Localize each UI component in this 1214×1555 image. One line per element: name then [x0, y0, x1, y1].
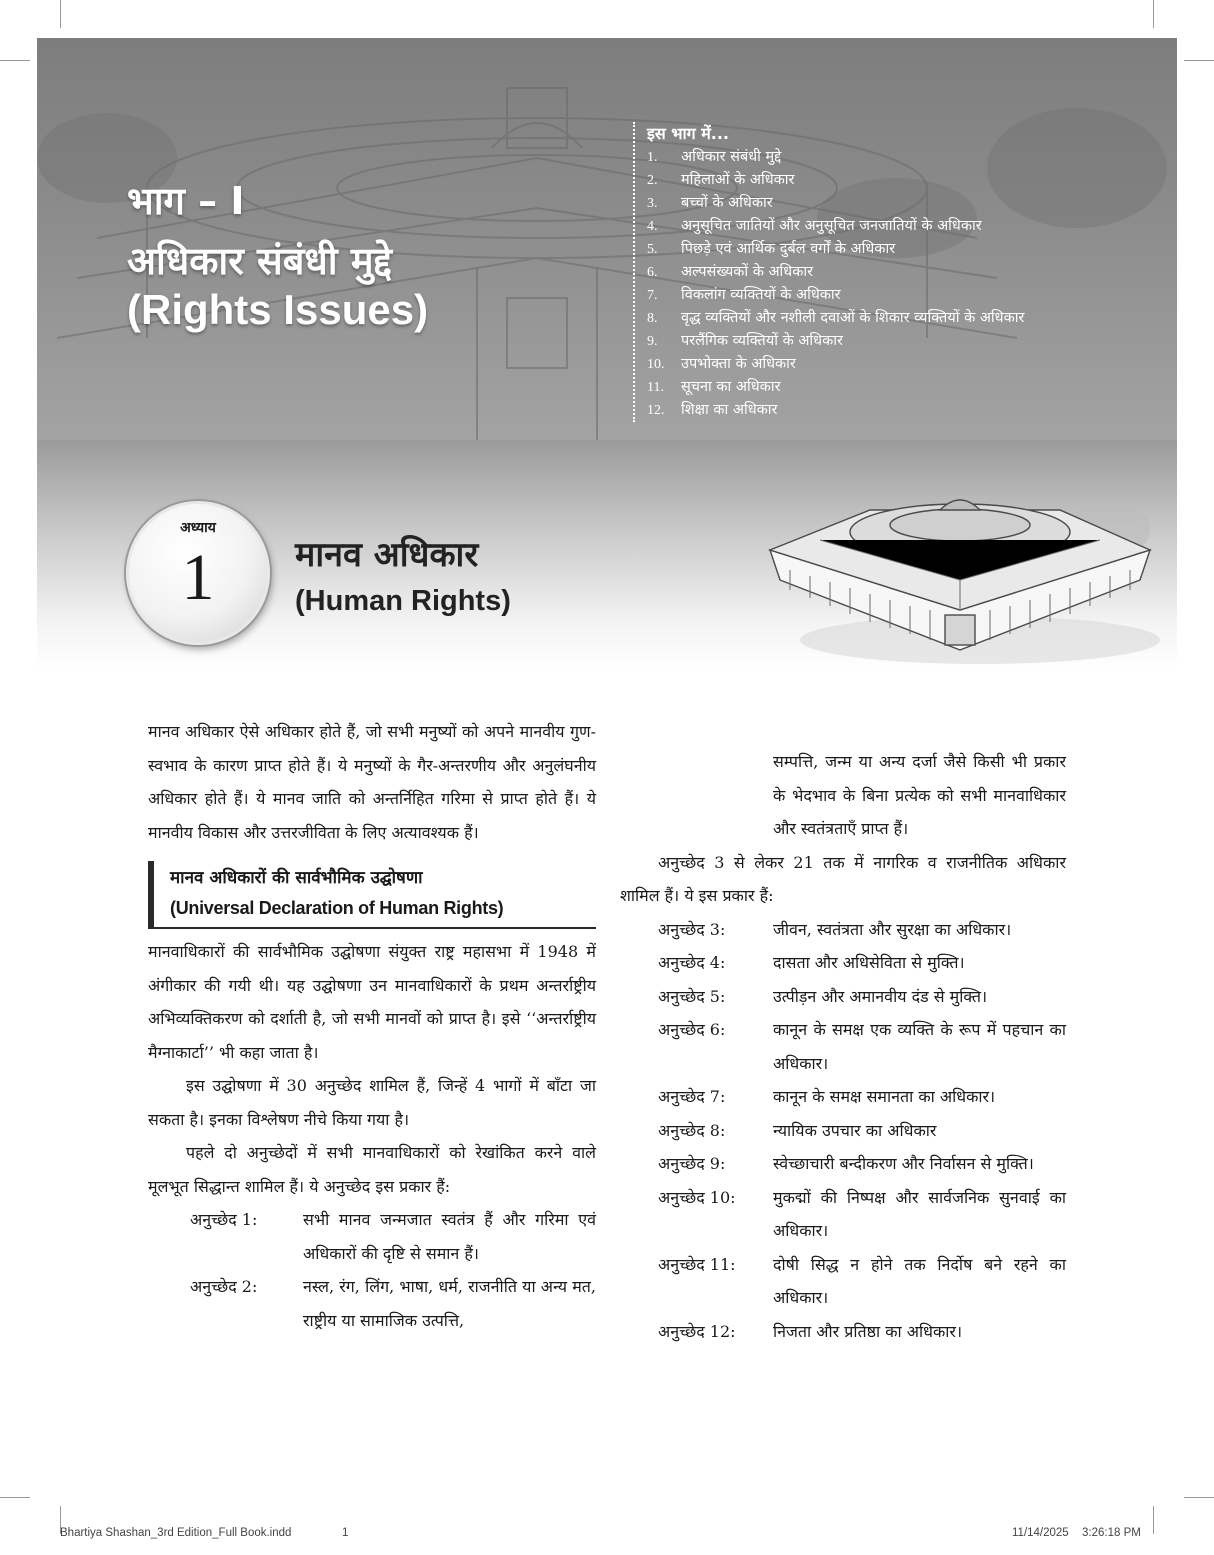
- contents-item-number: 1.: [647, 150, 658, 165]
- article-item: [620, 1315, 1066, 1349]
- contents-item-label: परलैंगिक व्यक्तियों के अधिकार: [681, 333, 843, 349]
- article-text: दासता और अधिसेविता से मुक्ति।: [773, 953, 965, 972]
- part-contents: [633, 122, 1177, 422]
- contents-item-number: 11.: [647, 380, 664, 395]
- article-item: [148, 1270, 596, 1337]
- parliament-building-icon: [760, 470, 1160, 670]
- article-label: अनुच्छेद 6:: [658, 1020, 726, 1039]
- contents-item: [647, 330, 1177, 353]
- contents-item-label: सूचना का अधिकार: [681, 379, 781, 395]
- section-title-english: (Universal Declaration of Human Rights): [170, 898, 504, 918]
- footer-date: 11/14/2025: [1012, 1527, 1069, 1539]
- contents-item-label: अल्पसंख्यकों के अधिकार: [681, 264, 814, 280]
- crop-mark: [60, 0, 61, 28]
- paragraph: इस उद्घोषणा में 30 अनुच्छेद शामिल हैं, जिन्हें 4 भागों में बाँटा जा सकता है। इनका विश्लेषण नीचे किया गया है।: [148, 1076, 596, 1129]
- contents-item: [647, 376, 1177, 399]
- intro-paragraph: मानव अधिकार ऐसे अधिकार होते हैं, जो सभी मनुष्यों को अपने मानवीय गुण-स्वभाव के कारण प्राप्त होते हैं। ये मनुष्यों के गैर-अन्तरणीय और अनुलंघनीय अधिकार होते हैं। ये मानव जाति को अन्तर्निहित गरिमा से प्राप्त होते हैं। ये मानवीय विकास और उत्तरजीविता के लिए अत्यावश्यक हैं।: [148, 722, 596, 842]
- contents-item-number: 9.: [647, 334, 658, 349]
- contents-item-number: 5.: [647, 242, 658, 257]
- article-text: निजता और प्रतिष्ठा का अधिकार।: [773, 1321, 963, 1341]
- article-text: कानून के समक्ष समानता का अधिकार।: [773, 1087, 996, 1106]
- contents-item: [647, 146, 1177, 169]
- contents-item-number: 10.: [647, 357, 665, 372]
- crop-mark: [1153, 1506, 1154, 1534]
- paragraph: मानवाधिकारों की सार्वभौमिक उद्घोषणा संयुक्त राष्ट्र महासभा में 1948 में अंगीकार की गयी थी। यह उद्घोषणा उन मानवाधिकारों के प्रथम अन्तर्राष्ट्रीय अभिव्यक्तिकरण को दर्शाती है, जो सभी मानवों को प्राप्त है। इसे ‘‘अन्तर्राष्ट्रीय मैग्नाकार्टा’’ भी कहा जाता है।: [148, 942, 596, 1062]
- contents-item-number: 6.: [647, 265, 658, 280]
- article-item: [620, 1248, 1066, 1315]
- contents-item-number: 3.: [647, 196, 658, 211]
- contents-item: [647, 238, 1177, 261]
- article-label: अनुच्छेद 1:: [190, 1210, 258, 1229]
- paragraph: पहले दो अनुच्छेदों में सभी मानवाधिकारों को रेखांकित करने वाले मूलभूत सिद्धान्त शामिल हैं। ये अनुच्छेद इस प्रकार हैं:: [148, 1143, 596, 1196]
- crop-mark: [0, 1497, 30, 1498]
- contents-item-label: शिक्षा का अधिकार: [681, 402, 778, 418]
- contents-item-label: वृद्ध व्यक्तियों और नशीली दवाओं के शिकार व्यक्तियों के अधिकार: [681, 310, 1025, 326]
- article-label: अनुच्छेद 10:: [658, 1187, 736, 1207]
- article-text: दोषी सिद्ध न होने तक निर्दोष बने रहने का अधिकार।: [773, 1254, 1066, 1307]
- article-text: न्यायिक उपचार का अधिकार: [773, 1120, 937, 1140]
- footer-filename: Bhartiya Shashan_3rd Edition_Full Book.indd: [60, 1527, 292, 1539]
- crop-mark: [0, 60, 30, 61]
- contents-item: [647, 261, 1177, 284]
- part-banner: [37, 38, 1177, 440]
- part-title-english: (Rights Issues): [127, 286, 429, 333]
- article-item: [620, 1080, 1066, 1114]
- article-continuation: सम्पत्ति, जन्म या अन्य दर्जा जैसे किसी भी प्रकार के भेदभाव के बिना प्रत्येक को सभी मानवाधिकार और स्वतंत्रताएँ प्राप्त हैं।: [773, 752, 1066, 838]
- contents-item-label: बच्चों के अधिकार: [681, 195, 773, 211]
- crop-mark: [1184, 1497, 1214, 1498]
- article-text: उत्पीड़न और अमानवीय दंड से मुक्ति।: [773, 986, 988, 1006]
- part-title-hindi: अधिकार संबंधी मुद्दे: [127, 239, 392, 283]
- chapter-title-hindi: मानव अधिकार: [295, 535, 479, 575]
- contents-item-label: पिछड़े एवं आर्थिक दुर्बल वर्गों के अधिकार: [681, 241, 896, 257]
- contents-item-label: महिलाओं के अधिकार: [681, 172, 795, 188]
- contents-item-number: 12.: [647, 403, 665, 418]
- article-text: नस्ल, रंग, लिंग, भाषा, धर्म, राजनीति या अन्य मत, राष्ट्रीय या सामाजिक उत्पत्ति,: [303, 1277, 596, 1330]
- article-text: जीवन, स्वतंत्रता और सुरक्षा का अधिकार।: [773, 919, 1012, 939]
- article-label: अनुच्छेद 11:: [658, 1254, 736, 1274]
- contents-item: [647, 192, 1177, 215]
- article-item: [620, 946, 1066, 980]
- article-item: [620, 913, 1066, 947]
- footer-page-number: 1: [342, 1527, 349, 1539]
- body-column-left: [148, 715, 596, 1337]
- contents-item-label: विकलांग व्यक्तियों के अधिकार: [681, 287, 841, 303]
- contents-item-number: 2.: [647, 173, 658, 188]
- crop-mark: [1153, 0, 1154, 28]
- article-label: अनुच्छेद 2:: [190, 1277, 258, 1296]
- article-label: अनुच्छेद 12:: [658, 1321, 736, 1341]
- contents-item-number: 4.: [647, 219, 658, 234]
- contents-item: [647, 215, 1177, 238]
- chapter-label: अध्याय: [180, 520, 216, 536]
- body-column-right: [620, 745, 1066, 1348]
- article-label: अनुच्छेद 3:: [658, 919, 726, 939]
- contents-item: [647, 169, 1177, 192]
- contents-item-number: 8.: [647, 311, 658, 326]
- article-label: अनुच्छेद 5:: [658, 986, 726, 1006]
- article-item: [620, 980, 1066, 1014]
- crop-mark: [1184, 60, 1214, 61]
- article-item: [620, 1181, 1066, 1248]
- footer-time: 3:26:18 PM: [1082, 1527, 1141, 1539]
- article-text: कानून के समक्ष एक व्यक्ति के रूप में पहचान का अधिकार।: [773, 1020, 1066, 1073]
- contents-item-label: अधिकार संबंधी मुद्दे: [681, 149, 782, 165]
- section-title-hindi: मानव अधिकारों की सार्वभौमिक उद्घोषणा: [170, 868, 423, 888]
- chapter-title-english: (Human Rights): [295, 585, 511, 617]
- article-label: अनुच्छेद 8:: [658, 1120, 726, 1140]
- contents-item-label: उपभोक्ता के अधिकार: [681, 356, 796, 372]
- article-item: [620, 1114, 1066, 1148]
- contents-item: [647, 284, 1177, 307]
- contents-item: [647, 307, 1177, 330]
- article-item: [620, 1147, 1066, 1181]
- contents-heading: इस भाग में...: [647, 124, 730, 143]
- article-item: [620, 1013, 1066, 1080]
- section-heading: [148, 861, 596, 929]
- article-text: स्वेच्छाचारी बन्दीकरण और निर्वासन से मुक्ति।: [773, 1154, 1034, 1173]
- contents-item: [647, 353, 1177, 376]
- article-label: अनुच्छेद 9:: [658, 1154, 726, 1173]
- article-item: [148, 1203, 596, 1270]
- chapter-badge: [126, 501, 270, 645]
- contents-item: [647, 399, 1177, 422]
- contents-item-number: 7.: [647, 288, 658, 303]
- chapter-number: 1: [181, 541, 215, 614]
- article-text: सभी मानव जन्मजात स्वतंत्र हैं और गरिमा एवं अधिकारों की दृष्टि से समान हैं।: [303, 1210, 596, 1263]
- contents-list: [647, 146, 1177, 422]
- contents-item-label: अनुसूचित जातियों और अनुसूचित जनजातियों के अधिकार: [681, 218, 982, 234]
- article-label: अनुच्छेद 4:: [658, 953, 726, 972]
- paragraph: अनुच्छेद 3 से लेकर 21 तक में नागरिक व राजनीतिक अधिकार शामिल हैं। ये इस प्रकार हैं:: [620, 852, 1066, 905]
- article-text: मुकद्मों की निष्पक्ष और सार्वजनिक सुनवाई का अधिकार।: [773, 1187, 1066, 1240]
- article-label: अनुच्छेद 7:: [658, 1087, 726, 1106]
- part-number: भाग – I: [127, 179, 245, 223]
